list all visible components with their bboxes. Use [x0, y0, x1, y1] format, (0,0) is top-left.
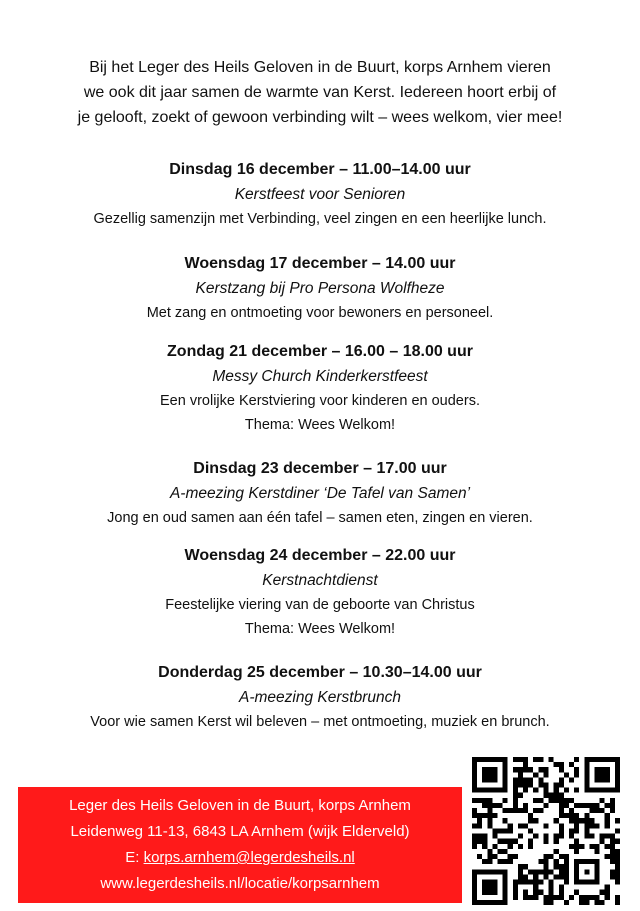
- event-dec-23: [20, 456, 620, 530]
- event-description: Feestelijke viering van de geboorte van Christus: [165, 597, 475, 613]
- event-heading: Dinsdag 23 december – 17.00 uur: [193, 460, 447, 477]
- footer-website[interactable]: www.legerdesheils.nl/locatie/korpsarnhem: [100, 875, 380, 892]
- event-heading: Donderdag 25 december – 10.30–14.00 uur: [158, 664, 482, 681]
- footer-org: Leger des Heils Geloven in de Buurt, korps Arnhem: [69, 797, 411, 814]
- event-theme: Thema: Wees Welkom!: [244, 417, 396, 433]
- intro-line: je gelooft, zoekt of gewoon verbinding wilt – wees welkom, vier mee!: [77, 109, 563, 126]
- event-description: Met zang en ontmoeting voor bewoners en personeel.: [146, 305, 494, 321]
- event-title: A-meezing Kerstdiner ‘De Tafel van Samen’: [169, 485, 471, 502]
- email-link[interactable]: korps.arnhem@legerdesheils.nl: [143, 849, 355, 866]
- event-dec-16: [20, 157, 620, 231]
- event-dec-17: [20, 251, 620, 325]
- event-description: Jong en oud samen aan één tafel – samen eten, zingen en vieren.: [107, 510, 533, 526]
- event-title: Kerstzang bij Pro Persona Wolfheze: [195, 280, 445, 297]
- event-dec-25: [20, 660, 620, 734]
- event-heading: Woensdag 17 december – 14.00 uur: [184, 255, 456, 272]
- intro-line: we ook dit jaar samen de warmte van Kerst. Iedereen hoort erbij of: [83, 84, 557, 101]
- event-description: Gezellig samenzijn met Verbinding, veel zingen en een heerlijke lunch.: [93, 211, 547, 227]
- event-title: Kerstnachtdienst: [262, 572, 378, 589]
- event-heading: Zondag 21 december – 16.00 – 18.00 uur: [167, 343, 473, 360]
- footer-email-row: [18, 845, 462, 871]
- event-theme: Thema: Wees Welkom!: [244, 621, 396, 637]
- footer-address: Leidenweg 11-13, 6843 LA Arnhem (wijk Elderveld): [70, 823, 410, 840]
- event-dec-24: [20, 543, 620, 641]
- intro-line: Bij het Leger des Heils Geloven in de Buurt, korps Arnhem vieren: [89, 59, 551, 76]
- intro-text: [40, 55, 600, 130]
- event-title: Kerstfeest voor Senioren: [234, 186, 406, 203]
- event-title: Messy Church Kinderkerstfeest: [212, 368, 428, 385]
- event-heading: Woensdag 24 december – 22.00 uur: [184, 547, 456, 564]
- event-dec-21: [20, 339, 620, 437]
- footer-email-label: E:: [125, 849, 144, 866]
- contact-footer: [18, 787, 462, 903]
- qr-code-icon[interactable]: [472, 757, 620, 905]
- event-description: Voor wie samen Kerst wil beleven – met ontmoeting, muziek en brunch.: [90, 714, 550, 730]
- event-title: A-meezing Kerstbrunch: [239, 689, 401, 706]
- event-heading: Dinsdag 16 december – 11.00–14.00 uur: [169, 161, 471, 178]
- event-description: Een vrolijke Kerstviering voor kinderen en ouders.: [160, 393, 480, 409]
